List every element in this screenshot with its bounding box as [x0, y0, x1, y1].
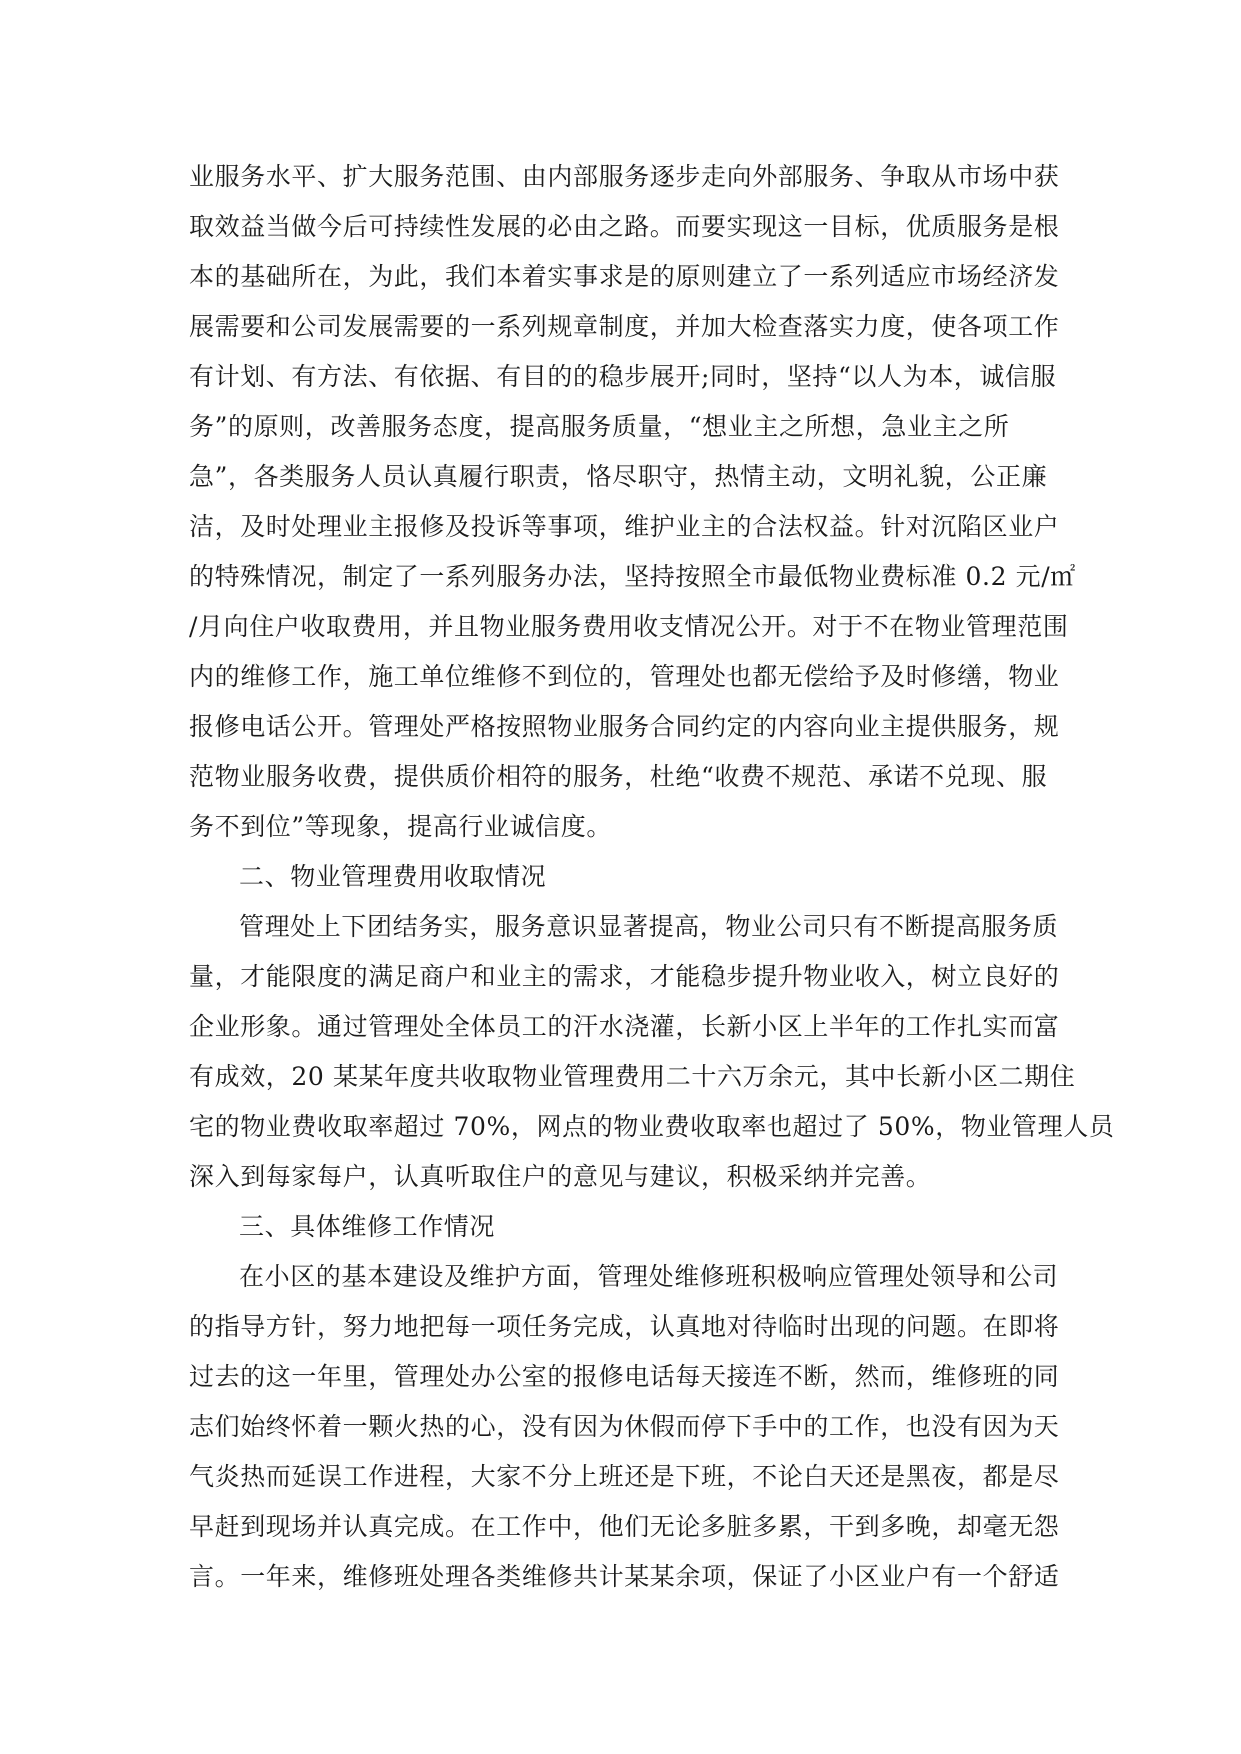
text-line: 企业形象。通过管理处全体员工的汗水浇灌，长新小区上半年的工作扎实而富 [189, 1012, 1060, 1041]
text-line: /月向住户收取费用，并且物业服务费用收支情况公开。对于不在物业管理范围 [189, 612, 1069, 641]
text-line: 业服务水平、扩大服务范围、由内部服务逐步走向外部服务、争取从市场中获 [189, 162, 1060, 191]
text-line: 本的基础所在，为此，我们本着实事求是的原则建立了一系列适应市场经济发 [189, 262, 1060, 291]
text-line: 深入到每家每户，认真听取住户的意见与建议，积极采纳并完善。 [189, 1162, 932, 1191]
text-line: 宅的物业费收取率超过 70%，网点的物业费收取率也超过了 50%，物业管理人员 [189, 1112, 1115, 1141]
text-line: 志们始终怀着一颗火热的心，没有因为休假而停下手中的工作，也没有因为天 [189, 1412, 1060, 1441]
text-line: 早赶到现场并认真完成。在工作中，他们无论多脏多累，干到多晚，却毫无怨 [189, 1512, 1060, 1541]
text-line: 在小区的基本建设及维护方面，管理处维修班积极响应管理处领导和公司 [239, 1262, 1059, 1291]
text-line: 报修电话公开。管理处严格按照物业服务合同约定的内容向业主提供服务，规 [189, 712, 1060, 741]
text-line: 内的维修工作，施工单位维修不到位的，管理处也都无偿给予及时修缮，物业 [189, 662, 1060, 691]
text-line: 范物业服务收费，提供质价相符的服务，杜绝“收费不规范、承诺不兑现、服 [189, 762, 1048, 791]
text-line: 洁，及时处理业主报修及投诉等事项，维护业主的合法权益。针对沉陷区业户 [189, 512, 1060, 541]
section-heading-maintenance: 三、具体维修工作情况 [239, 1212, 496, 1241]
section-heading-fee-collection: 二、物业管理费用收取情况 [239, 862, 547, 891]
text-line: 急”，各类服务人员认真履行职责，恪尽职守，热情主动，文明礼貌，公正廉 [189, 462, 1048, 491]
paragraph-fee-collection [189, 902, 1115, 1202]
text-line: 取效益当做今后可持续性发展的必由之路。而要实现这一目标，优质服务是根 [189, 212, 1060, 241]
text-line: 务”的原则，改善服务态度，提高服务质量，“想业主之所想，急业主之所 [189, 412, 1010, 441]
text-line: 气炎热而延误工作进程，大家不分上班还是下班，不论白天还是黑夜，都是尽 [189, 1462, 1060, 1491]
paragraph-maintenance [189, 1252, 1059, 1602]
text-line: 言。一年来，维修班处理各类维修共计某某余项，保证了小区业户有一个舒适 [189, 1562, 1060, 1591]
text-line: 展需要和公司发展需要的一系列规章制度，并加大检查落实力度，使各项工作 [189, 312, 1060, 341]
text-line: 的指导方针，努力地把每一项任务完成，认真地对待临时出现的问题。在即将 [189, 1312, 1060, 1341]
text-line: 管理处上下团结务实，服务意识显著提高，物业公司只有不断提高服务质 [239, 912, 1059, 941]
text-line: 量，才能限度的满足商户和业主的需求，才能稳步提升物业收入，树立良好的 [189, 962, 1060, 991]
text-line: 的特殊情况，制定了一系列服务办法，坚持按照全市最低物业费标准 0.2 元/㎡ [189, 562, 1076, 591]
text-line: 有成效，20 某某年度共收取物业管理费用二十六万余元，其中长新小区二期住 [189, 1062, 1076, 1091]
text-line: 务不到位”等现象，提高行业诚信度。 [189, 812, 612, 841]
document-body [189, 152, 1115, 1602]
text-line: 过去的这一年里，管理处办公室的报修电话每天接连不断，然而，维修班的同 [189, 1362, 1060, 1391]
paragraph-service-quality [189, 152, 1076, 852]
text-line: 有计划、有方法、有依据、有目的的稳步展开;同时，坚持“以人为本，诚信服 [189, 362, 1057, 391]
